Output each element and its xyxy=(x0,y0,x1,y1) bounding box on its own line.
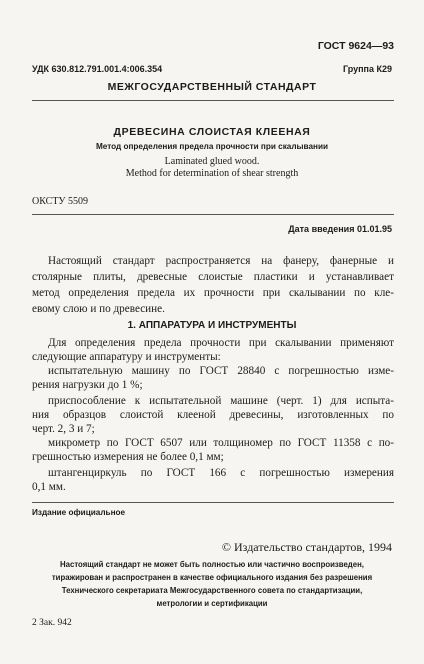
section-line: Для определения предела прочности при скалывании применяют xyxy=(48,337,394,349)
notice-line: тиражирован и распространен в качестве официального издания без разрешения xyxy=(51,573,373,582)
interstate-standard-label: МЕЖГОСУДАРСТВЕННЫЙ СТАНДАРТ xyxy=(107,81,317,93)
english-title: Laminated glued wood. xyxy=(164,156,260,167)
section-line: приспособление к испытательной машине (черт. 1) для испыта- xyxy=(48,395,394,407)
footer-divider xyxy=(32,502,394,503)
udk-code: УДК 630.812.791.001.4:006.354 xyxy=(32,64,163,74)
document-subtitle: Метод определения предела прочности при скалывании xyxy=(95,142,329,151)
document-title: ДРЕВЕСИНА СЛОИСТАЯ КЛЕЕНАЯ xyxy=(113,126,311,138)
section-heading: 1. АППАРАТУРА И ИНСТРУМЕНТЫ xyxy=(127,320,297,331)
group-code: Группа К29 xyxy=(342,64,392,74)
section-line: черт. 2, 3 и 7; xyxy=(32,423,95,435)
official-edition-label: Издание официальное xyxy=(32,508,126,517)
intro-line: евому слою и по древесине. xyxy=(32,303,165,315)
section-line: 0,1 мм. xyxy=(32,481,66,493)
intro-line: метод определения предела их прочности при скалывании по кле- xyxy=(32,287,394,299)
section-line: штангенциркуль по ГОСТ 166 с погрешностью измерения xyxy=(48,467,394,479)
okstu-divider xyxy=(32,214,394,215)
okstu-code: ОКСТУ 5509 xyxy=(32,196,89,207)
intro-line: Настоящий стандарт распространяется на фанеру, фанерные и xyxy=(48,255,394,267)
gost-number: ГОСТ 9624—93 xyxy=(317,40,394,52)
section-line: испытательную машину по ГОСТ 28840 с погрешностью изме- xyxy=(48,365,394,377)
section-line: микрометр по ГОСТ 6507 или толщиномер по ГОСТ 11358 с по- xyxy=(48,437,394,449)
intro-line: столярные плиты, древесные слоистые пластики и устанавливает xyxy=(32,271,394,283)
notice-line: метрологии и сертификации xyxy=(156,599,268,608)
notice-line: Технического секретариата Межгосударственного совета по стандартизации, xyxy=(61,586,363,595)
section-line: ния образцов слоистой клееной древесины, изготовленных по xyxy=(32,409,394,421)
english-subtitle: Method for determination of shear strength xyxy=(125,168,299,179)
order-number: 2 Зак. 942 xyxy=(32,618,72,628)
section-line: рения нагрузки до 1 %; xyxy=(32,379,143,391)
copyright-notice: © Издательство стандартов, 1994 xyxy=(221,540,392,554)
header-divider xyxy=(32,100,394,101)
notice-line: Настоящий стандарт не может быть полностью или частично воспроизведен, xyxy=(60,560,364,569)
section-line: следующие аппаратуру и инструменты: xyxy=(32,351,221,363)
effective-date: Дата введения 01.01.95 xyxy=(288,224,392,234)
section-line: грешностью измерения не более 0,1 мм; xyxy=(32,451,224,463)
